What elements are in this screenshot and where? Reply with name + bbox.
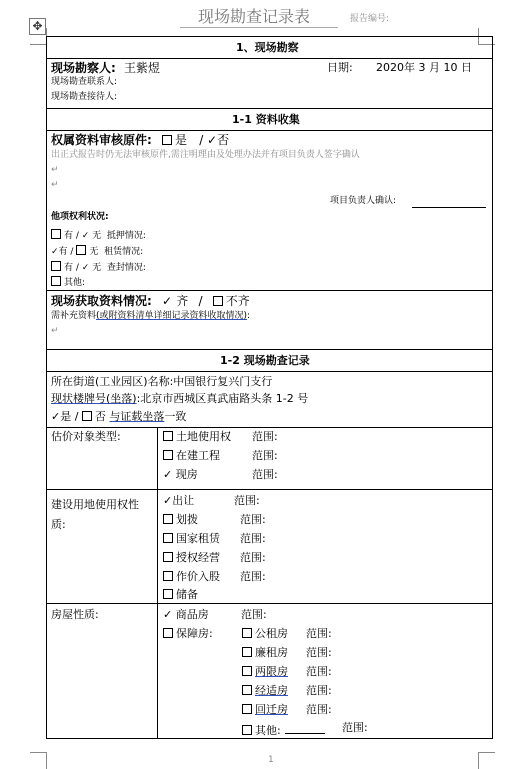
street-line[interactable]: 所在街道(工业园区)名称:中国银行复兴门支行	[51, 375, 273, 388]
confirm-signature-line[interactable]	[412, 207, 486, 208]
plate-value: :北京市西城区真武庙路头条 1-2 号	[136, 392, 309, 405]
range-label: 范围:	[252, 468, 278, 481]
supplement-link[interactable]: (或附资料清单详细记录资料收取情况)	[96, 311, 248, 321]
landuse-checkbox[interactable]	[163, 552, 173, 562]
inspector-label: 现场勘察人:	[51, 61, 116, 75]
other-fill-line[interactable]	[285, 722, 325, 734]
guarantee-item: 廉租房	[242, 647, 288, 658]
rights-row: 有 / ✓ 无 查封情况:	[51, 261, 146, 273]
contact-label: 现场勘查联系人:	[51, 77, 118, 87]
guarantee-item: 公租房	[242, 628, 288, 639]
table-right-border	[492, 36, 493, 738]
range-label: 范围:	[306, 646, 332, 659]
valuation-checkbox[interactable]	[163, 450, 173, 460]
range-label: 范围:	[241, 608, 267, 621]
row-line-5	[46, 349, 493, 350]
table-top-border	[46, 36, 493, 37]
guarantee-checkbox[interactable]	[242, 685, 252, 695]
rights-row: ✓有 / 无 租赁情况:	[51, 247, 144, 257]
review-label: 权属资料审核原件: 是 / ✓否	[51, 133, 230, 147]
guarantee-item: 其他:	[242, 722, 325, 736]
row-line-4	[46, 290, 493, 291]
section-1-2-heading: 1-2 现场勘查记录	[220, 354, 310, 367]
range-label: 范围:	[234, 494, 260, 507]
plate-line[interactable]	[51, 393, 308, 404]
rights-has-checkbox[interactable]	[51, 229, 61, 239]
title-underline	[180, 27, 338, 28]
range-label: 范围:	[342, 721, 368, 734]
landuse-checkbox[interactable]	[163, 514, 173, 524]
onsite-full-label: 齐	[176, 294, 189, 308]
consistent-link[interactable]: 与证载坐落	[109, 410, 165, 423]
plate-label: 现状楼牌号(坐落)	[51, 392, 137, 405]
review-yes-checkbox[interactable]	[162, 135, 172, 145]
consistent-no-checkbox[interactable]	[82, 411, 92, 421]
rights-row: 其他:	[51, 276, 85, 288]
landuse-item: ✓出让	[163, 494, 195, 507]
landuse-checkbox[interactable]	[163, 533, 173, 543]
house-checkbox[interactable]	[163, 628, 173, 638]
row-line-8	[46, 489, 493, 490]
range-label: 范围:	[240, 570, 266, 583]
guarantee-item: 经适房	[242, 685, 288, 696]
row-line-6	[46, 371, 493, 372]
range-label: 范围:	[306, 665, 332, 678]
onsite-label: 现场获取资料情况: ✓ 齐 / 不齐	[51, 294, 250, 308]
house-item: ✓ 商品房	[163, 608, 209, 621]
rights-has-checkbox[interactable]	[51, 261, 61, 271]
landuse-item: 划拨	[163, 514, 198, 525]
section-1-1-heading: 1-1 资料收集	[232, 113, 300, 126]
landuse-item: 储备	[163, 589, 198, 600]
guarantee-item: 回迁房	[242, 704, 288, 715]
range-label: 范围:	[306, 684, 332, 697]
landuse-checkbox[interactable]	[163, 589, 173, 599]
blank-line-mark: ↵	[51, 165, 59, 175]
rights-row: 有 / ✓ 无 抵押情况:	[51, 229, 146, 241]
row-line-2	[46, 108, 493, 109]
crop-mark-bottom-right	[478, 752, 495, 769]
section-1-heading: 1、现场勘察	[236, 41, 299, 54]
review-no-label: 否	[217, 133, 230, 147]
valuation-item: 在建工程	[163, 450, 220, 461]
valuation-checkbox[interactable]	[163, 431, 173, 441]
inspector-name[interactable]: 王紫煜	[124, 61, 161, 75]
receiver-label: 现场勘查接待人:	[51, 92, 118, 102]
guarantee-checkbox[interactable]	[242, 725, 252, 735]
landuse-item: 授权经营	[163, 552, 220, 563]
review-note: 出正式报告时仍无法审核原件,需注明理由及处理办法并有项目负责人签字确认	[51, 150, 360, 160]
landuse-label: 建设用地使用权性质:	[51, 498, 139, 531]
house-item: 保障房:	[163, 628, 213, 639]
valuation-label: 估价对象类型:	[51, 430, 121, 443]
range-label: 范围:	[306, 703, 332, 716]
range-label: 范围:	[252, 430, 278, 443]
rights-none-checkbox[interactable]	[76, 245, 86, 255]
row-line-9	[46, 603, 493, 604]
rights-other-checkbox[interactable]	[51, 276, 61, 286]
valuation-item: ✓ 现房	[163, 468, 198, 481]
page-title: 现场勘查记录表	[198, 7, 311, 26]
guarantee-checkbox[interactable]	[242, 704, 252, 714]
other-rights-label: 他项权利状况:	[51, 212, 109, 222]
guarantee-checkbox[interactable]	[242, 647, 252, 657]
onsite-incomplete-checkbox[interactable]	[213, 296, 223, 306]
house-label: 房屋性质:	[51, 608, 99, 621]
valuation-item: 土地使用权	[163, 431, 231, 442]
landuse-checkbox[interactable]	[163, 571, 173, 581]
date-label: 日期:	[327, 61, 353, 74]
review-yes-label: 是	[175, 133, 188, 147]
blank-line-mark: ↵	[51, 180, 59, 190]
crop-mark-bottom-left	[30, 752, 47, 769]
date-value[interactable]: 2020年 3 月 10 日	[376, 61, 472, 74]
guarantee-item: 两限房	[242, 666, 288, 677]
row-line-7	[46, 427, 493, 428]
column-divider	[157, 427, 158, 738]
supplement-line: 需补充资料(或附资料清单详细记录资料收取情况):	[51, 311, 251, 321]
range-label: 范围:	[240, 551, 266, 564]
range-label: 范围:	[252, 449, 278, 462]
onsite-incomplete-label: 不齐	[225, 294, 250, 308]
guarantee-checkbox[interactable]	[242, 628, 252, 638]
report-no-label: 报告编号:	[350, 14, 390, 24]
table-move-handle[interactable]: ✥	[29, 18, 46, 35]
range-label: 范围:	[306, 627, 332, 640]
row-line-3	[46, 130, 493, 131]
guarantee-checkbox[interactable]	[242, 666, 252, 676]
table-bottom-border	[46, 738, 493, 739]
consistent-line: ✓是 / 否 与证载坐落一致	[51, 410, 187, 423]
range-label: 范围:	[240, 513, 266, 526]
blank-line-mark: ↵	[51, 326, 59, 336]
table-left-border	[46, 36, 47, 738]
row-line-1	[46, 58, 493, 59]
confirm-label: 项目负责人确认:	[330, 196, 397, 206]
landuse-item: 作价入股	[163, 571, 220, 582]
range-label: 范围:	[240, 532, 266, 545]
landuse-item: 国家租赁	[163, 533, 220, 544]
page-number: 1	[268, 755, 274, 765]
